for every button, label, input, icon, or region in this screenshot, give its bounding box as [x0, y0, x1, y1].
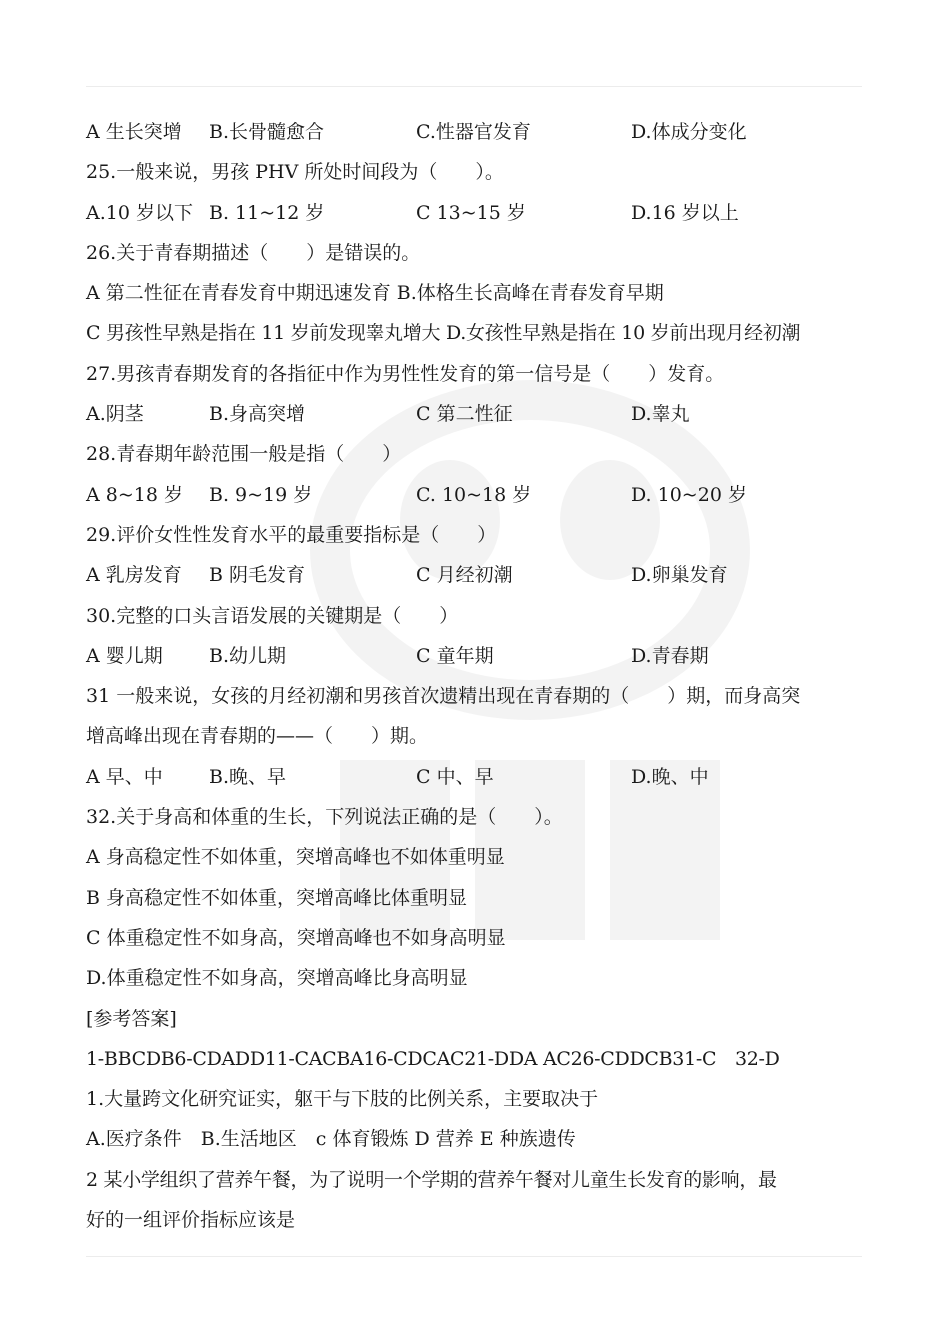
q32-option-a: A 身高稳定性不如体重，突增高峰也不如体重明显 [86, 846, 505, 869]
q28-options [86, 475, 866, 515]
q28-stem: 28.青春期年龄范围一般是指（ ） [86, 443, 402, 466]
answer-key: 1-BBCDB6-CDADD11-CACBA16-CDCAC21-DDA AC26-CDDCB31-C 32-D [86, 1047, 780, 1070]
q28-option-c: C. 10~18 岁 [416, 483, 532, 506]
q25-option-b: B. 11~12 岁 [209, 201, 325, 224]
q31-stem-line2: 增高峰出现在青春期的——（ ）期。 [86, 725, 429, 748]
q29-option-a: A 乳房发育 [86, 564, 182, 587]
q24-option-d: D.体成分变化 [631, 121, 747, 143]
q27-stem: 27.男孩青春期发育的各指征中作为男性性发育的第一信号是（ ）发育。 [86, 362, 725, 385]
q25-option-d: D.16 岁以上 [631, 201, 739, 224]
q32-stem: 32.关于身高和体重的生长，下列说法正确的是（ ）。 [86, 806, 563, 829]
footer-rule [86, 1256, 862, 1257]
q32-option-b: B 身高稳定性不如体重，突增高峰比体重明显 [86, 886, 468, 909]
document-body [86, 112, 866, 1240]
q31-stem-line1: 31 一般来说，女孩的月经初潮和男孩首次遗精出现在青春期的（ ）期，而身高突 [86, 685, 801, 708]
q30-options [86, 636, 866, 676]
answer-heading: [参考答案] [86, 1007, 177, 1030]
q30-stem: 30.完整的口头言语发展的关键期是（ ） [86, 604, 459, 627]
header-rule [86, 86, 862, 87]
q29-option-d: D.卵巢发育 [631, 564, 728, 587]
extra-q2-line1: 2 某小学组织了营养午餐，为了说明一个学期的营养午餐对儿童生长发育的影响，最 [86, 1168, 777, 1191]
q26-options-ab: A 第二性征在青春发育中期迅速发育 B.体格生长高峰在青春发育早期 [86, 282, 664, 305]
q24-option-c: C.性器官发育 [416, 121, 531, 143]
q27-options [86, 394, 866, 434]
q32-option-c: C 体重稳定性不如身高，突增高峰也不如身高明显 [86, 926, 506, 949]
q32-option-d: D.体重稳定性不如身高，突增高峰比身高明显 [86, 967, 468, 990]
q25-option-c: C 13~15 岁 [416, 201, 526, 224]
q24-option-a: A 生长突增 [86, 121, 182, 143]
q31-option-c: C 中、早 [416, 765, 494, 788]
q27-option-c: C 第二性征 [416, 403, 513, 426]
q30-option-a: A 婴儿期 [86, 644, 163, 667]
q27-option-b: B.身高突增 [209, 403, 306, 426]
extra-q1-options: A.医疗条件 B.生活地区 c 体育锻炼 D 营养 E 种族遗传 [86, 1128, 576, 1151]
q29-options [86, 555, 866, 595]
q31-options [86, 757, 866, 797]
q31-option-d: D.晚、中 [631, 765, 709, 788]
q30-option-d: D.青春期 [631, 644, 709, 667]
q25-stem: 25.一般来说，男孩 PHV 所处时间段为（ ）。 [86, 161, 504, 184]
q24-options [86, 112, 866, 152]
q29-stem: 29.评价女性性发育水平的最重要指标是（ ） [86, 523, 497, 546]
q26-stem: 26.关于青春期描述（ ）是错误的。 [86, 241, 421, 264]
q25-option-a: A.10 岁以下 [86, 201, 193, 224]
q27-option-d: D.睾丸 [631, 403, 690, 426]
q31-option-b: B.晚、早 [209, 765, 287, 788]
q24-option-b: B.长骨髓愈合 [209, 121, 325, 143]
q31-option-a: A 早、中 [86, 765, 163, 788]
q28-option-a: A 8~18 岁 [86, 483, 183, 506]
q28-option-b: B. 9~19 岁 [209, 483, 313, 506]
q29-option-c: C 月经初潮 [416, 564, 513, 587]
extra-q2-line2: 好的一组评价指标应该是 [86, 1209, 296, 1232]
q28-option-d: D. 10~20 岁 [631, 483, 747, 506]
q30-option-c: C 童年期 [416, 644, 494, 667]
q27-option-a: A.阴茎 [86, 403, 144, 426]
extra-q1-stem: 1.大量跨文化研究证实，躯干与下肢的比例关系，主要取决于 [86, 1088, 599, 1111]
q25-options [86, 193, 866, 233]
q30-option-b: B.幼儿期 [209, 644, 287, 667]
q26-options-cd: C 男孩性早熟是指在 11 岁前发现睾丸增大 D.女孩性早熟是指在 10 岁前出现月经初潮 [86, 322, 801, 345]
q29-option-b: B 阴毛发育 [209, 564, 306, 587]
